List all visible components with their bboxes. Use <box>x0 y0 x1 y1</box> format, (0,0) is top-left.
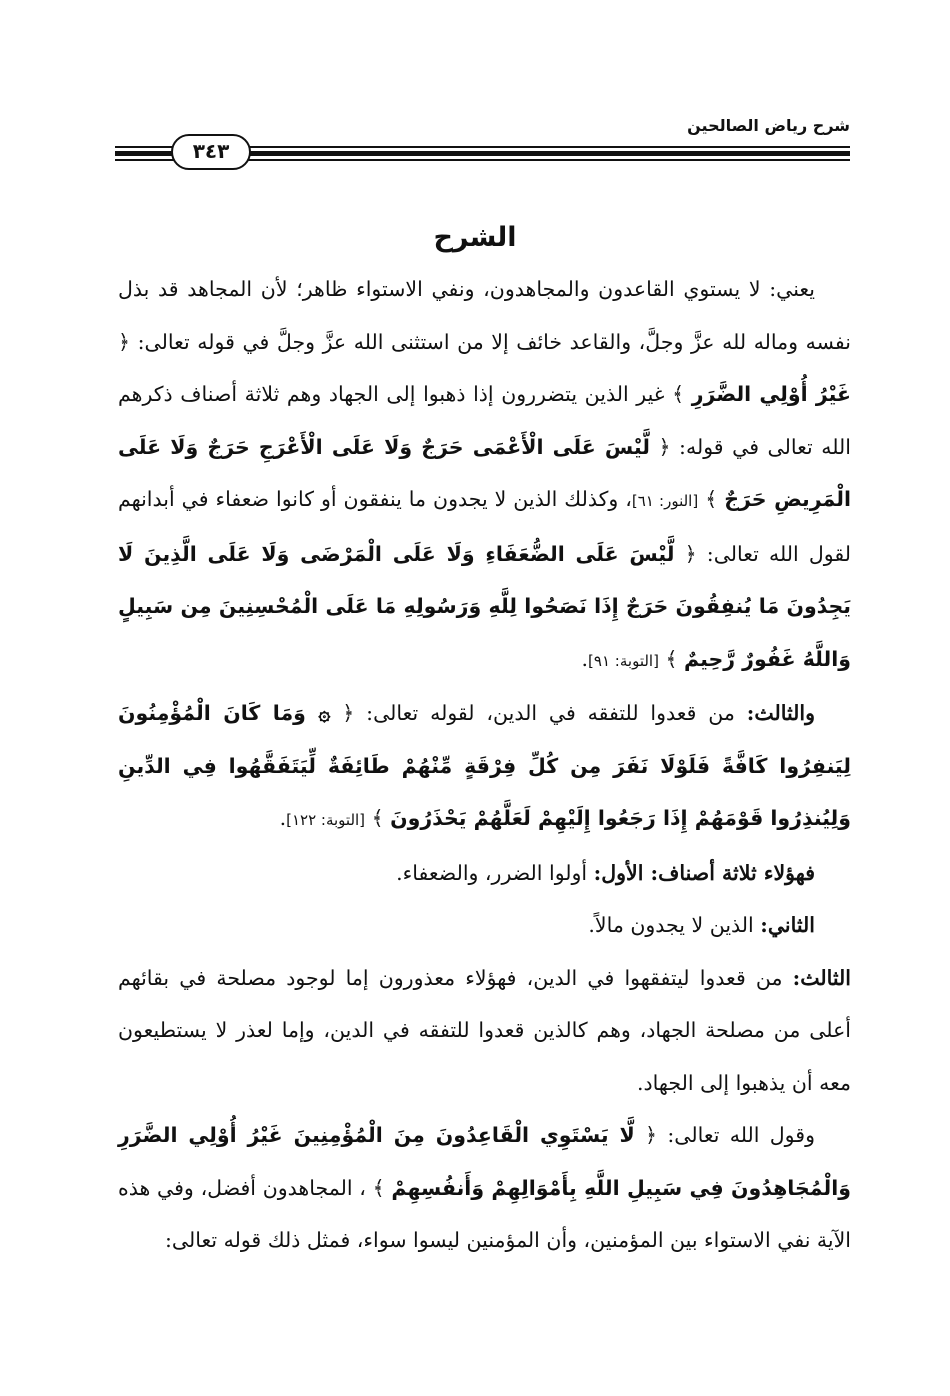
full-stop: . <box>581 646 589 671</box>
paragraph-text: من قعدوا ليتفقهوا في الدين، فهؤلاء معذورون إما لوجود مصلحة في بقائهم أعلى من مصلحة الجهاد، وهم كالذين قعدوا للتفقه في الدين، وإما لعذر لا يستطيعون معه أن يذهبوا إلى الجهاد. <box>118 965 851 1095</box>
quran-bracket-close: ﴾ <box>665 646 678 671</box>
quran-bracket-open: ﴿ <box>118 329 131 354</box>
quran-verse: ۞ وَمَا كَانَ الْمُؤْمِنُونَ لِيَنفِرُوا كَافَّةً فَلَوْلَا نَفَرَ مِن كُلِّ فِرْقَةٍ مِّنْهُمْ طَائِفَةٌ لِّيَتَفَقَّهُوا فِي الدِّينِ وَلِيُنذِرُوا قَوْمَهُمْ إِذَا رَجَعُوا إِلَيْهِمْ لَعَلَّهُمْ يَحْذَرُونَ <box>118 701 851 830</box>
quran-bracket-close: ﴾ <box>672 382 685 406</box>
page-number: ٣٤٣ <box>171 134 251 170</box>
paragraph-text: أولوا الضرر، والضعفاء. <box>396 860 588 885</box>
paragraph-3 <box>118 847 851 900</box>
quran-bracket-open: ﴿ <box>684 541 697 566</box>
paragraph-text: يعني: لا يستوي القاعدون والمجاهدون، ونفي الاستواء ظاهر؛ لأن المجاهد قد بذل نفسه وماله لله عزَّ وجلَّ، والقاعد خائف إلا من استثنى الله عزَّ وجلَّ في قوله تعالى: <box>118 277 851 354</box>
paragraph-2 <box>118 687 851 847</box>
paragraph-1 <box>118 263 851 687</box>
paragraph-5 <box>118 952 851 1110</box>
quran-verse: لَّيْسَ عَلَى الْأَعْمَى حَرَجٌ وَلَا عَلَى الْأَعْرَجِ حَرَجٌ وَلَا عَلَى الْمَرِيضِ حَرَجٌ <box>118 434 851 511</box>
verse-reference: [النور: ٦١] <box>631 492 699 510</box>
quran-bracket-close: ﴾ <box>371 806 384 830</box>
section-heading: الشرح <box>433 222 517 253</box>
quran-bracket-open: ﴿ <box>658 434 671 459</box>
verse-reference: [التوبة: ١٢٢] <box>286 811 366 829</box>
paragraph-text: ، وكذلك الذين لا يجدون ما ينفقون أو كانوا ضعفاء في أبدانهم لقول الله تعالى: <box>118 487 851 566</box>
paragraph-label: الثالث: <box>792 965 851 990</box>
full-stop: . <box>279 806 287 830</box>
paragraph-label: والثالث: <box>746 701 815 725</box>
paragraph-text: غير الذين يتضررون إذا ذهبوا إلى الجهاد وهم ثلاثة أصناف ذكرهم الله تعالى في قوله: <box>118 382 851 459</box>
quran-verse: لَّيْسَ عَلَى الضُّعَفَاءِ وَلَا عَلَى الْمَرْضَى وَلَا عَلَى الَّذِينَ لَا يَجِدُونَ مَا يُنفِقُونَ حَرَجٌ إِذَا نَصَحُوا لِلَّهِ وَرَسُولِهِ مَا عَلَى الْمُحْسِنِينَ مِن سَبِيلٍ وَاللَّهُ غَفُورٌ رَّحِيمٌ <box>118 541 851 671</box>
quran-bracket-open: ﴿ <box>645 1123 658 1147</box>
paragraph-text: وقول الله تعالى: <box>667 1123 815 1147</box>
paragraph-label: الثاني: <box>760 913 815 937</box>
quran-bracket-open: ﴿ <box>342 701 355 725</box>
paragraph-text: الذين لا يجدون مالاً. <box>588 913 754 937</box>
quran-verse: لَّا يَسْتَوِي الْقَاعِدُونَ مِنَ الْمُؤْمِنِينَ غَيْرُ أُوْلِي الضَّرَرِ وَالْمُجَاهِدُونَ فِي سَبِيلِ اللَّهِ بِأَمْوَالِهِمْ وَأَنفُسِهِمْ <box>118 1123 851 1200</box>
paragraph-4 <box>118 899 851 952</box>
running-title: شرح رياض الصالحين <box>687 116 850 135</box>
quran-bracket-close: ﴾ <box>705 487 718 511</box>
header-rule <box>115 134 850 180</box>
paragraph-text: ، المجاهدون أفضل، وفي هذه الآية نفي الاستواء بين المؤمنين، وأن المؤمنين ليسوا سواء، فمثل ذلك قوله تعالى: <box>118 1175 851 1252</box>
quran-bracket-close: ﴾ <box>372 1175 385 1200</box>
quran-verse: غَيْرُ أُوْلِي الضَّرَرِ <box>691 382 851 406</box>
paragraph-text: من قعدوا للتفقه في الدين، لقوله تعالى: <box>366 701 735 725</box>
paragraph-6 <box>118 1109 851 1267</box>
body-text <box>118 263 851 1267</box>
verse-reference: [التوبة: ٩١] <box>588 651 659 670</box>
paragraph-label: فهؤلاء ثلاثة أصناف: الأول: <box>593 860 815 885</box>
